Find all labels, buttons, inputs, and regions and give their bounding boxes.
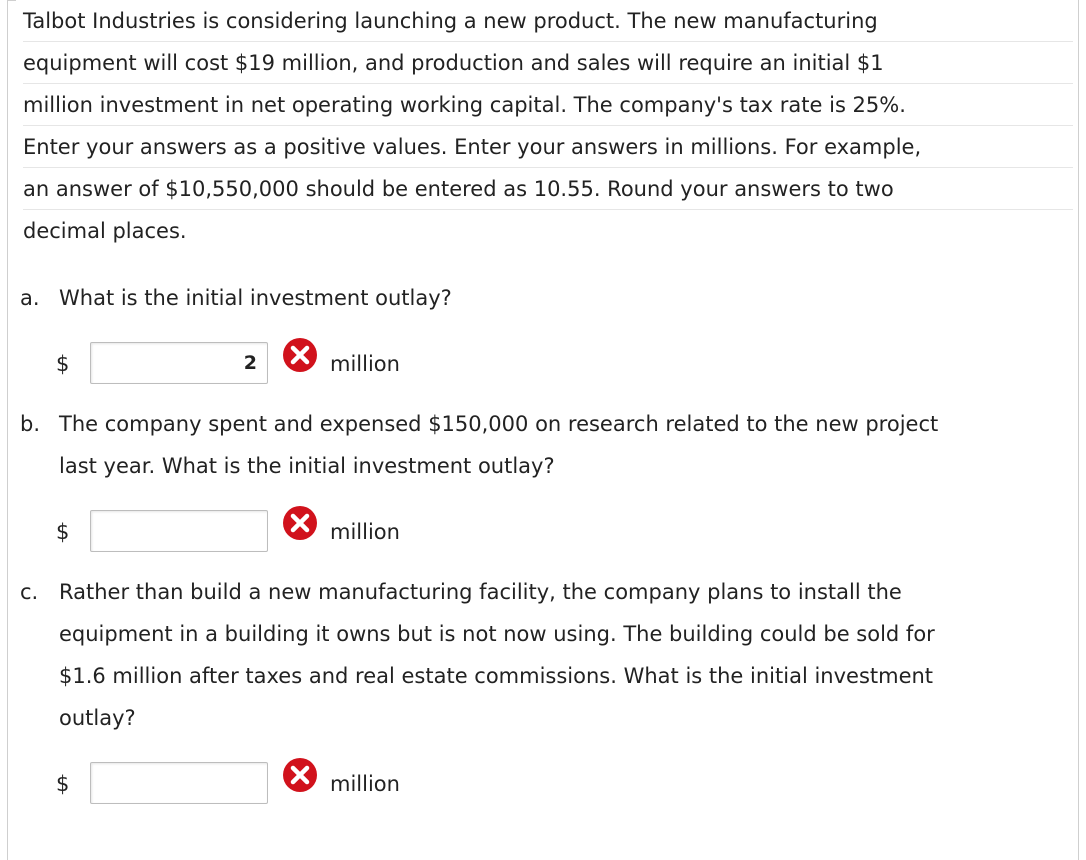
intro-line: equipment will cost $19 million, and production and sales will require an initial $1: [23, 42, 1073, 84]
frame-tick: [8, 0, 16, 1]
answer-input-a[interactable]: [90, 342, 268, 384]
currency-symbol: $: [56, 352, 70, 376]
unit-label: million: [330, 520, 400, 544]
question-line: [20, 655, 1078, 697]
part-letter: a.: [20, 286, 40, 310]
answer-input-c[interactable]: [90, 762, 268, 804]
question-text: The company spent and expensed $150,000 on research related to the new project: [59, 412, 939, 436]
question-line: [20, 697, 1078, 739]
question-line: [20, 403, 1078, 445]
problem-intro: [23, 0, 1073, 252]
question-line: [20, 571, 1078, 613]
question-text: equipment in a building it owns but is not now using. The building could be sold for: [59, 622, 935, 646]
part-letter: b.: [20, 412, 41, 436]
incorrect-x-icon: [279, 754, 321, 796]
question-line: [20, 445, 1078, 487]
part-letter: c.: [20, 580, 39, 604]
intro-line: million investment in net operating working capital. The company's tax rate is 25%.: [23, 84, 1073, 126]
question-text: last year. What is the initial investment outlay?: [59, 454, 555, 478]
incorrect-x-icon: [279, 502, 321, 544]
incorrect-x-icon: [279, 334, 321, 376]
part-c: [20, 571, 1078, 739]
currency-symbol: $: [56, 772, 70, 796]
unit-label: million: [330, 772, 400, 796]
answer-row-b: [0, 508, 600, 558]
question-text: $1.6 million after taxes and real estate commissions. What is the initial investment: [59, 664, 934, 688]
intro-line: Talbot Industries is considering launching a new product. The new manufacturing: [23, 0, 1073, 42]
part-a: [20, 277, 1078, 319]
answer-row-a: [0, 340, 600, 390]
question-line: [20, 277, 1078, 319]
intro-line: Enter your answers as a positive values. Enter your answers in millions. For example,: [23, 126, 1073, 168]
currency-symbol: $: [56, 520, 70, 544]
answer-row-c: [0, 760, 600, 810]
intro-line: decimal places.: [23, 219, 187, 243]
answer-input-b[interactable]: [90, 510, 268, 552]
question-line: [20, 613, 1078, 655]
unit-label: million: [330, 352, 400, 376]
question-text: Rather than build a new manufacturing facility, the company plans to install the: [59, 580, 902, 604]
question-text: What is the initial investment outlay?: [59, 286, 452, 310]
intro-line: an answer of $10,550,000 should be entered as 10.55. Round your answers to two: [23, 168, 1073, 210]
question-text: outlay?: [59, 706, 136, 730]
part-b: [20, 403, 1078, 487]
